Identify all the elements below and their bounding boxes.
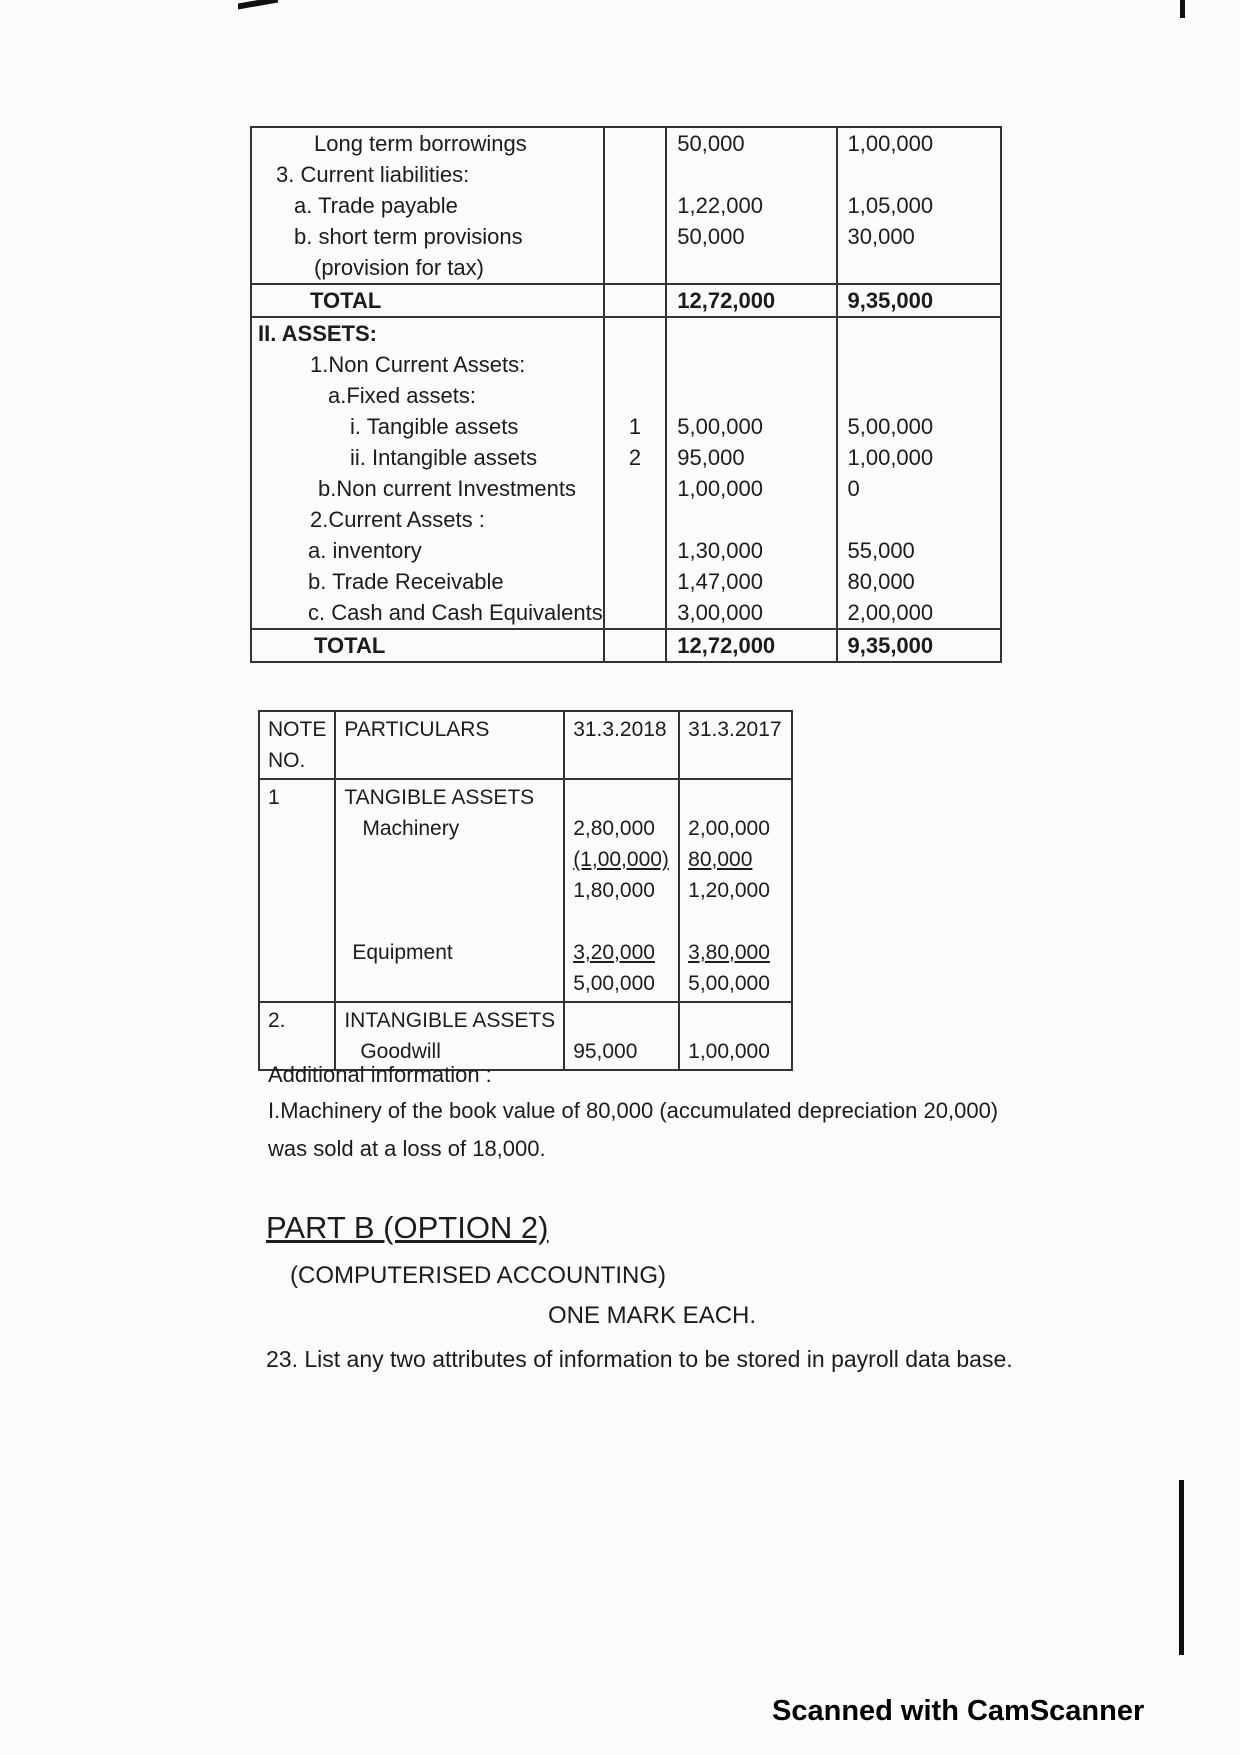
text-line: i. Tangible assets	[350, 414, 519, 439]
text-line: Long term borrowings	[314, 131, 527, 156]
question-23: 23. List any two attributes of information to be stored in payroll data base.	[266, 1346, 1013, 1372]
value: 1,00,000	[847, 445, 934, 470]
value: 50,000	[677, 131, 745, 156]
note-ref: 2	[628, 445, 642, 470]
value	[848, 159, 1001, 190]
header-previous-year: 31.3.2017	[679, 711, 792, 779]
item-label: Goodwill	[360, 1040, 441, 1063]
value: 1,00,000	[847, 131, 934, 156]
text-line: 3. Current liabilities:	[276, 162, 470, 187]
note-number: 1	[259, 779, 335, 1002]
scan-artifact	[1180, 0, 1185, 18]
additional-info-line: was sold at a loss of 18,000.	[268, 1136, 546, 1161]
total-label: TOTAL	[251, 284, 604, 317]
value	[848, 252, 1001, 283]
value: 2,00,000	[847, 600, 934, 625]
value: 3,20,000	[573, 941, 655, 964]
total-current-year: 12,72,000	[666, 284, 836, 317]
scan-artifact	[1179, 1480, 1184, 1655]
total-previous-year: 9,35,000	[837, 629, 1002, 662]
text-line: a. Trade payable	[294, 193, 458, 218]
table-row	[251, 317, 1001, 629]
previous-year-cell	[679, 779, 792, 1002]
text-line: ii. Intangible assets	[350, 445, 538, 470]
table-row	[259, 779, 792, 1002]
value	[677, 252, 835, 283]
total-previous-year: 9,35,000	[837, 284, 1002, 317]
note-cell	[604, 127, 667, 284]
value: 5,00,000	[847, 414, 934, 439]
text-line: b.Non current Investments	[318, 476, 577, 501]
text-line: b. short term provisions	[294, 224, 523, 249]
value: 80,000	[688, 848, 753, 871]
previous-year-cell	[679, 1002, 792, 1070]
value: 2,00,000	[688, 817, 770, 840]
value: 30,000	[847, 224, 915, 249]
note-cell	[604, 317, 667, 629]
previous-year-cell	[837, 317, 1002, 629]
value: 5,00,000	[688, 972, 770, 995]
particulars-cell	[335, 779, 564, 1002]
value: 1,22,000	[677, 193, 763, 218]
value	[677, 159, 835, 190]
header-row	[259, 711, 792, 779]
note-cell	[604, 284, 667, 317]
text-line: (provision for tax)	[314, 255, 484, 280]
header-current-year: 31.3.2018	[564, 711, 679, 779]
part-b-title: PART B (OPTION 2)	[266, 1210, 549, 1245]
additional-info-line: I.Machinery of the book value of 80,000 (accumulated depreciation 20,000)	[268, 1098, 999, 1123]
value: 95,000	[573, 1040, 638, 1063]
value: 3,00,000	[677, 600, 763, 625]
total-row	[251, 284, 1001, 317]
value: 2,80,000	[573, 817, 655, 840]
value: 5,00,000	[677, 414, 763, 439]
table-row	[251, 127, 1001, 284]
value: 5,00,000	[573, 972, 655, 995]
balance-sheet-table	[250, 126, 1002, 663]
value: 1,05,000	[847, 193, 934, 218]
current-year-cell	[564, 779, 679, 1002]
note-heading: TANGIBLE ASSETS	[344, 786, 535, 809]
header-particulars: PARTICULARS	[335, 711, 564, 779]
text-line: 2.Current Assets :	[310, 507, 485, 532]
value: 1,00,000	[677, 476, 763, 501]
scan-artifact	[238, 0, 278, 10]
note-cell	[604, 629, 667, 662]
total-row	[251, 629, 1001, 662]
text-line: a. inventory	[308, 538, 422, 563]
additional-info-title: Additional information :	[268, 1062, 492, 1087]
current-year-cell	[564, 1002, 679, 1070]
text-line: b. Trade Receivable	[308, 569, 504, 594]
value: 80,000	[847, 569, 915, 594]
section-heading: II. ASSETS:	[258, 321, 377, 346]
text-line: a.Fixed assets:	[328, 383, 476, 408]
marks-note: ONE MARK EACH.	[548, 1302, 757, 1329]
total-label: TOTAL	[251, 629, 604, 662]
header-note-no: NOTE NO.	[259, 711, 335, 779]
table-row	[259, 1002, 792, 1070]
value: 50,000	[677, 224, 745, 249]
value: 55,000	[847, 538, 915, 563]
notes-to-accounts-table	[258, 710, 793, 1071]
value: 3,80,000	[688, 941, 770, 964]
note-number: 2.	[259, 1002, 335, 1070]
total-current-year: 12,72,000	[666, 629, 836, 662]
current-year-cell	[666, 127, 836, 284]
value: 1,30,000	[677, 538, 763, 563]
particulars-cell	[335, 1002, 564, 1070]
value: (1,00,000)	[573, 848, 669, 871]
camscanner-watermark: Scanned with CamScanner	[772, 1695, 1145, 1727]
value: 95,000	[677, 445, 745, 470]
value: 1,80,000	[573, 879, 655, 902]
text-line: 1.Non Current Assets:	[310, 352, 526, 377]
part-b-subtitle: (COMPUTERISED ACCOUNTING)	[290, 1262, 667, 1289]
previous-year-cell	[837, 127, 1002, 284]
value: 1,20,000	[688, 879, 770, 902]
text-line: c. Cash and Cash Equivalents	[308, 600, 603, 625]
note-ref: 1	[628, 414, 642, 439]
particulars-cell	[251, 317, 604, 629]
note-heading: INTANGIBLE ASSETS	[344, 1009, 556, 1032]
value: 1,47,000	[677, 569, 763, 594]
value: 0	[847, 476, 860, 501]
particulars-cell	[251, 127, 604, 284]
item-label: Machinery	[362, 817, 460, 840]
current-year-cell	[666, 317, 836, 629]
item-label: Equipment	[352, 941, 453, 964]
value: 1,00,000	[688, 1040, 770, 1063]
